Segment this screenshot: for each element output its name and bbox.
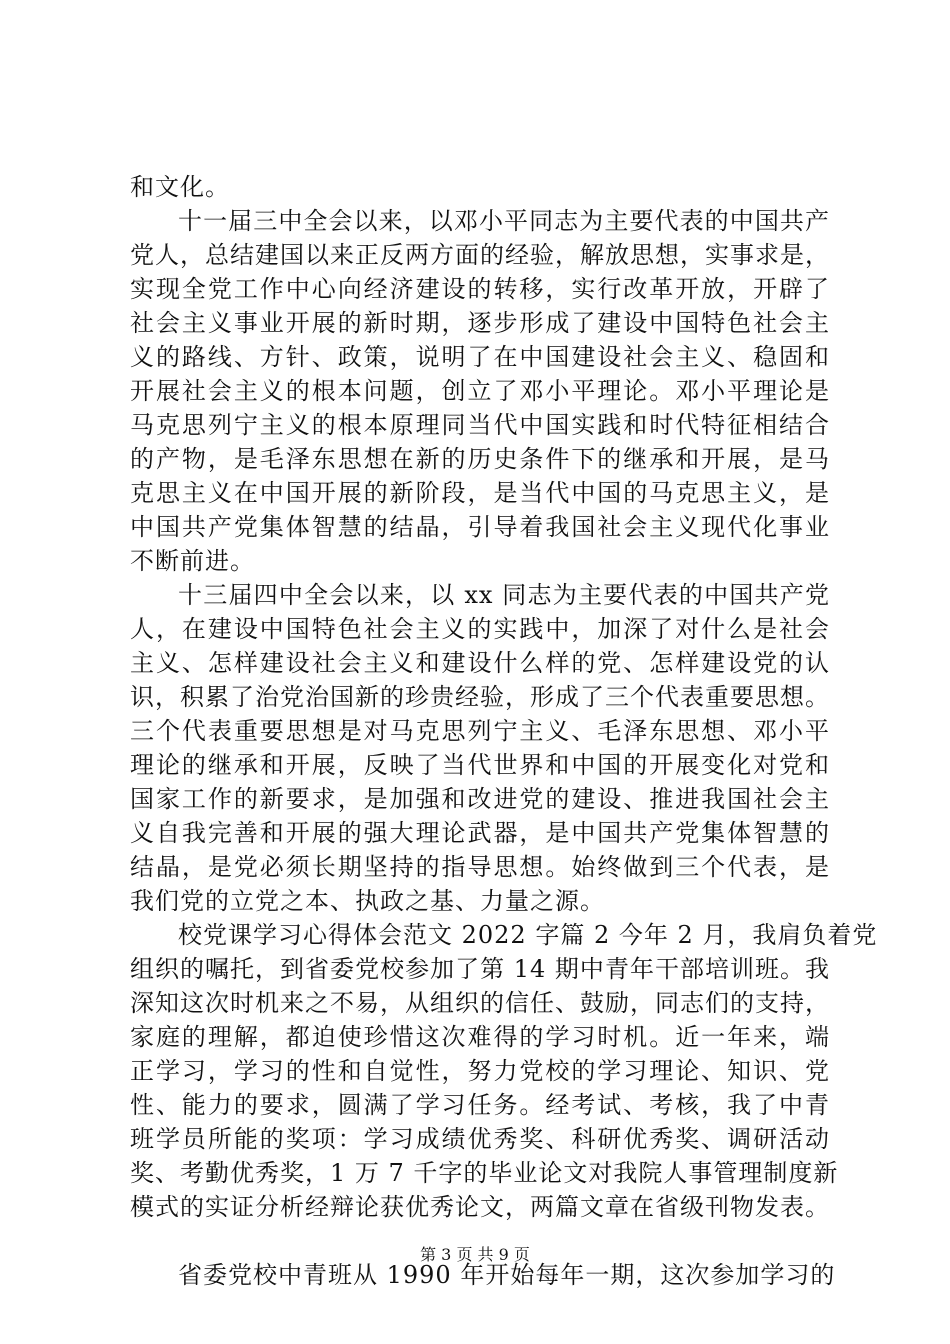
text-line: 和文化。 xyxy=(130,173,230,201)
text-line: 克思主义在中国开展的新阶段，是当代中国的马克思主义，是 xyxy=(130,479,830,507)
page-number-footer: 第 3 页 共 9 页 xyxy=(420,1245,530,1264)
text-line: 三个代表重要思想是对马克思列宁主义、毛泽东思想、邓小平 xyxy=(130,717,830,745)
text-line: 模式的实证分析经辩论获优秀论文，两篇文章在省级刊物发表。 xyxy=(130,1193,830,1221)
text-line: 实现全党工作中心向经济建设的转移，实行改革开放，开辟了 xyxy=(130,275,830,303)
text-line: 十一届三中全会以来，以邓小平同志为主要代表的中国共产 xyxy=(178,207,830,235)
text-line: 正学习，学习的性和自觉性，努力党校的学习理论、知识、党 xyxy=(130,1057,830,1085)
text-line: 中国共产党集体智慧的结晶，引导着我国社会主义现代化事业 xyxy=(130,513,830,541)
text-line: 性、能力的要求，圆满了学习任务。经考试、考核，我了中青 xyxy=(130,1091,830,1119)
text-line: 义的路线、方针、政策，说明了在中国建设社会主义、稳固和 xyxy=(130,343,830,371)
text-line: 理论的继承和开展，反映了当代世界和中国的开展变化对党和 xyxy=(130,751,830,779)
text-line: 校党课学习心得体会范文 2022 字篇 2 今年 2 月，我肩负着党 xyxy=(178,921,878,949)
text-line: 的产物，是毛泽东思想在新的历史条件下的继承和开展，是马 xyxy=(130,445,830,473)
document-body xyxy=(130,170,878,1292)
text-line: 我们党的立党之本、执政之基、力量之源。 xyxy=(130,887,605,915)
text-line: 党人，总结建国以来正反两方面的经验，解放思想，实事求是， xyxy=(130,241,830,269)
text-line: 十三届四中全会以来，以 xx 同志为主要代表的中国共产党 xyxy=(178,581,830,609)
text-line: 深知这次时机来之不易，从组织的信任、鼓励，同志们的支持， xyxy=(130,989,830,1017)
text-line: 社会主义事业开展的新时期，逐步形成了建设中国特色社会主 xyxy=(130,309,830,337)
text-line: 奖、考勤优秀奖，1 万 7 千字的毕业论文对我院人事管理制度新 xyxy=(130,1159,839,1187)
text-line: 主义、怎样建设社会主义和建设什么样的党、怎样建设党的认 xyxy=(130,649,830,677)
text-line: 马克思列宁主义的根本原理同当代中国实践和时代特征相结合 xyxy=(130,411,830,439)
text-line: 省委党校中青班从 1990 年开始每年一期，这次参加学习的 xyxy=(178,1261,836,1289)
text-line: 组织的嘱托，到省委党校参加了第 14 期中青年干部培训班。我 xyxy=(130,955,830,983)
text-line: 结晶，是党必须长期坚持的指导思想。始终做到三个代表，是 xyxy=(130,853,830,881)
text-line: 不断前进。 xyxy=(130,547,255,575)
text-line: 国家工作的新要求，是加强和改进党的建设、推进我国社会主 xyxy=(130,785,830,813)
text-line: 班学员所能的奖项：学习成绩优秀奖、科研优秀奖、调研活动 xyxy=(130,1125,830,1153)
text-line: 识，积累了治党治国新的珍贵经验，形成了三个代表重要思想。 xyxy=(130,683,830,711)
text-line: 人，在建设中国特色社会主义的实践中，加深了对什么是社会 xyxy=(130,615,830,643)
text-line: 家庭的理解，都迫使珍惜这次难得的学习时机。近一年来，端 xyxy=(130,1023,830,1051)
text-line: 义自我完善和开展的强大理论武器，是中国共产党集体智慧的 xyxy=(130,819,830,847)
text-line: 开展社会主义的根本问题，创立了邓小平理论。邓小平理论是 xyxy=(130,377,830,405)
